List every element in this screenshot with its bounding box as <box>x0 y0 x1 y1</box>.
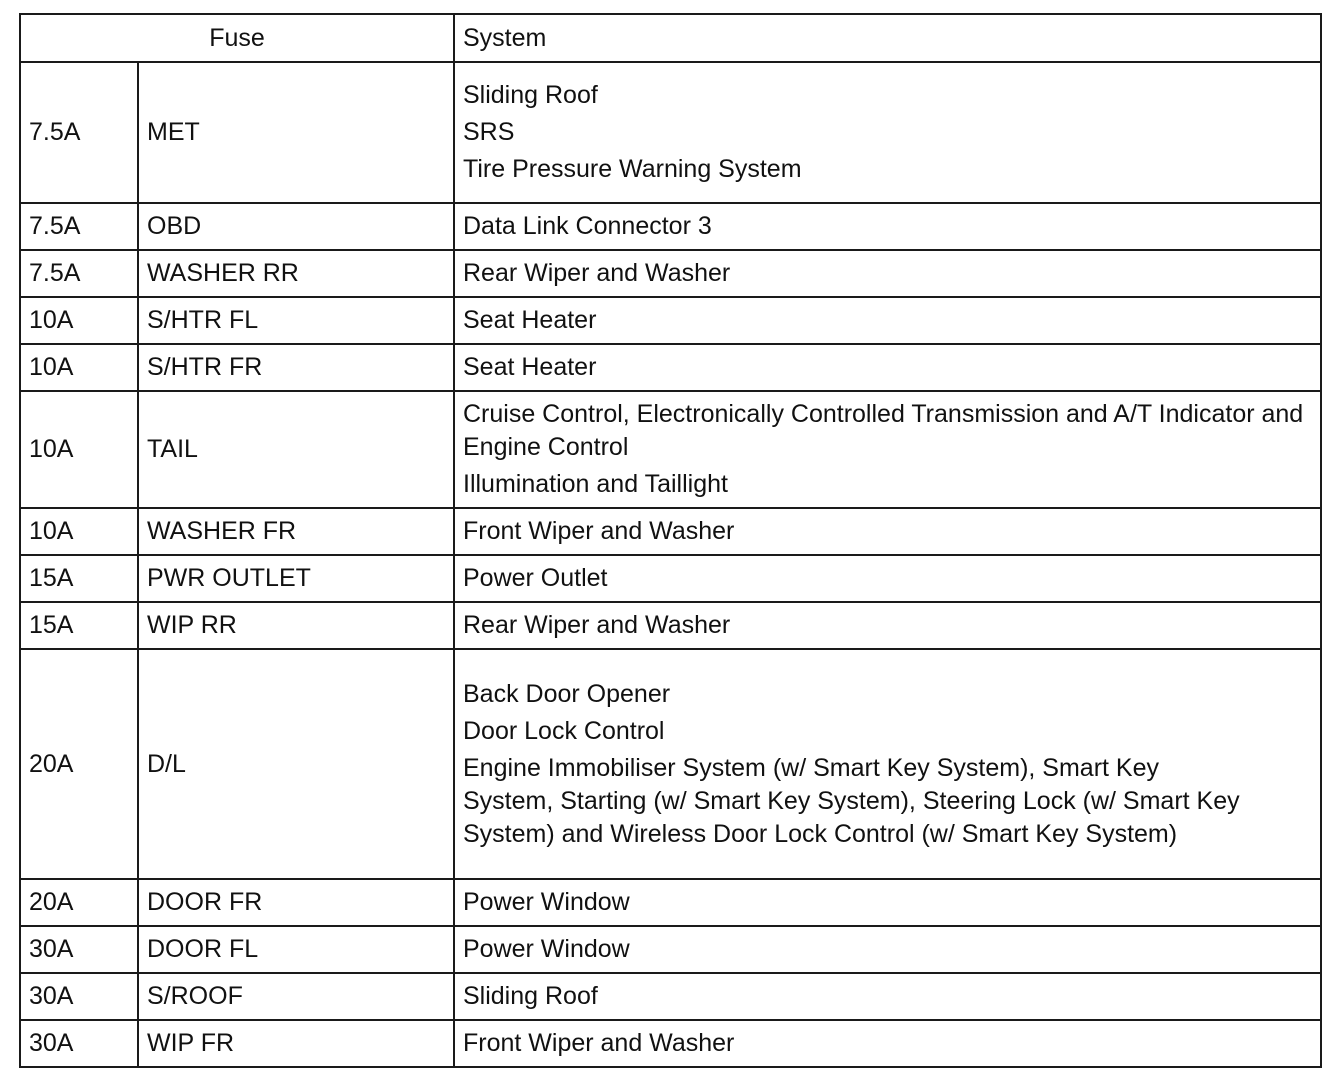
fuse-name: OBD <box>138 203 454 250</box>
table-row <box>20 649 1321 879</box>
fuse-amperage: 7.5A <box>20 250 138 297</box>
fuse-amperage: 15A <box>20 602 138 649</box>
fuse-amperage: 20A <box>20 879 138 926</box>
system-text: Rear Wiper and Washer <box>454 250 1321 297</box>
system-cell <box>454 649 1321 879</box>
fuse-name: D/L <box>138 649 454 879</box>
table-row <box>20 62 1321 203</box>
system-column-header: System <box>454 14 1321 62</box>
table-row <box>20 973 1321 1020</box>
fuse-name: DOOR FL <box>138 926 454 973</box>
table-row <box>20 391 1321 508</box>
system-cell <box>454 391 1321 508</box>
system-text: Tire Pressure Warning System <box>463 155 802 183</box>
system-text: Seat Heater <box>454 297 1321 344</box>
fuse-name: MET <box>138 62 454 203</box>
table-row <box>20 602 1321 649</box>
fuse-name: DOOR FR <box>138 879 454 926</box>
system-text: Data Link Connector 3 <box>454 203 1321 250</box>
fuse-amperage: 7.5A <box>20 62 138 203</box>
fuse-name: WASHER FR <box>138 508 454 555</box>
fuse-name: PWR OUTLET <box>138 555 454 602</box>
table-row <box>20 344 1321 391</box>
system-text: Cruise Control, Electronically Controlled Transmission and A/T Indicator and Engine Control <box>463 400 1304 461</box>
fuse-amperage: 30A <box>20 973 138 1020</box>
fuse-name: S/HTR FR <box>138 344 454 391</box>
fuse-name: WIP RR <box>138 602 454 649</box>
system-text: Door Lock Control <box>463 716 665 745</box>
table-row <box>20 555 1321 602</box>
table-header-row <box>20 14 1321 62</box>
system-text: Rear Wiper and Washer <box>454 602 1321 649</box>
table-row <box>20 1020 1321 1067</box>
fuse-amperage: 10A <box>20 297 138 344</box>
table-row <box>20 926 1321 973</box>
system-text: Power Outlet <box>454 555 1321 602</box>
fuse-name: S/ROOF <box>138 973 454 1020</box>
table-row <box>20 879 1321 926</box>
fuse-name: TAIL <box>138 391 454 508</box>
table-row <box>20 203 1321 250</box>
system-cell <box>454 62 1321 203</box>
fuse-column-header: Fuse <box>20 14 454 62</box>
fuse-amperage: 30A <box>20 1020 138 1067</box>
fuse-table <box>19 13 1322 1068</box>
system-text: Sliding Roof <box>454 973 1321 1020</box>
fuse-name: WIP FR <box>138 1020 454 1067</box>
system-text: Front Wiper and Washer <box>454 1020 1321 1067</box>
fuse-name: S/HTR FL <box>138 297 454 344</box>
system-text: Power Window <box>454 926 1321 973</box>
fuse-amperage: 15A <box>20 555 138 602</box>
system-text: Front Wiper and Washer <box>454 508 1321 555</box>
system-text: Illumination and Taillight <box>463 470 728 498</box>
table-row <box>20 297 1321 344</box>
system-text: Engine Immobiliser System (w/ Smart Key System), Smart Key System, Starting (w/ Smart Key System), Steering Lock (w/ Smart Key System) and Wireless Door Lock Control (w/ Smart Key System) <box>463 753 1240 848</box>
system-text: SRS <box>463 118 515 146</box>
system-text: Sliding Roof <box>463 81 598 109</box>
fuse-amperage: 10A <box>20 508 138 555</box>
system-text: Back Door Opener <box>463 679 671 708</box>
fuse-amperage: 20A <box>20 649 138 879</box>
fuse-name: WASHER RR <box>138 250 454 297</box>
system-text: Seat Heater <box>454 344 1321 391</box>
fuse-amperage: 7.5A <box>20 203 138 250</box>
table-row <box>20 250 1321 297</box>
fuse-amperage: 10A <box>20 391 138 508</box>
fuse-amperage: 10A <box>20 344 138 391</box>
system-text: Power Window <box>454 879 1321 926</box>
table-row <box>20 508 1321 555</box>
fuse-amperage: 30A <box>20 926 138 973</box>
